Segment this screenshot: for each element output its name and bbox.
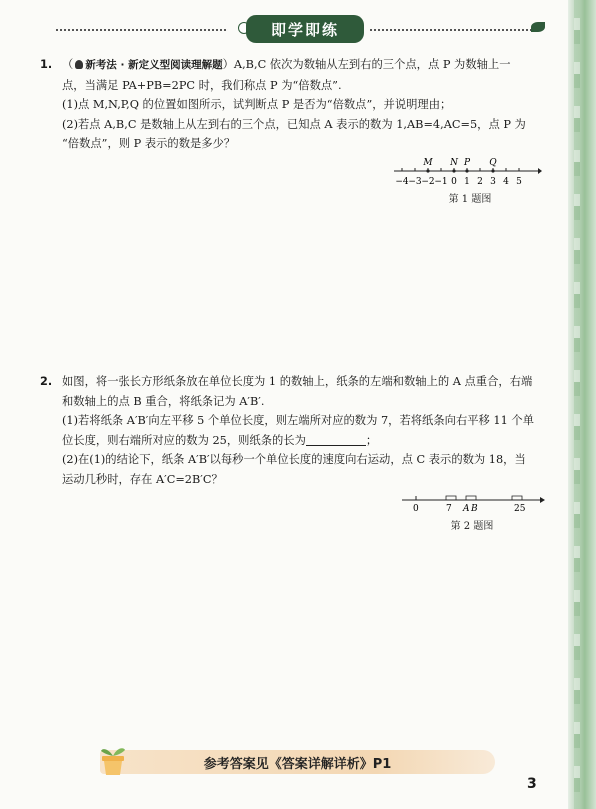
figure-2-caption: 第 2 题图 [450,521,494,532]
decorative-side-strip [568,0,596,809]
number-line-figure-2 [400,490,546,518]
problem-part-2: (2)在(1)的结论下，纸条 A′B′以每秒一个单位长度的速度向右运动，点 C 表示的数为 18，当 [62,453,526,466]
number-line-figure-1 [392,156,542,192]
tick-label: 4 [503,177,509,187]
point-marker [426,169,429,172]
tick-label: 5 [516,177,522,187]
point-label: M [423,158,433,168]
problem-part-2-cont: “倍数点”，则 P 表示的数是多少？ [62,137,236,150]
answer-blank [306,435,366,446]
problem-part-1: (1)点 M,N,P,Q 的位置如图所示，试判断点 P 是否为“倍数点”，并说明理由； [62,98,452,111]
problem-2 [40,372,550,489]
point-label: B [471,504,478,514]
point-marker [465,169,468,172]
tick-label: 1 [464,177,470,187]
problem-number: 1. [40,58,53,71]
point-label: P [463,158,471,168]
section-title: 即学即练 [246,15,364,43]
page-number: 3 [527,776,537,792]
problem-text: 和数轴上的点 B 重合，将纸条记为 A′B′. [62,394,265,408]
tick-label: 3 [490,177,496,187]
problem-text: ）A,B,C 依次为数轴从左到右的三个点，点 P 为数轴上一 [222,58,511,71]
problem-part-1: (1)若将纸条 A′B′向左平移 5 个单位长度，则左端所对应的数为 7，若将纸条向右平移 11 个单 [62,414,534,427]
tick-label: −2 [421,177,435,187]
point-label: Q [489,158,497,168]
leaf-icon [531,22,545,32]
tick-label: −3 [408,177,422,187]
punctuation: ； [365,433,378,447]
point-marker [452,169,455,172]
problem-part-2: (2)若点 A,B,C 是数轴上从左到右的三个点，已知点 A 表示的数为 1,AB=4,AC=5，点 P 为 [62,117,526,131]
tick-label: −4 [395,177,409,187]
tick-label: 25 [514,504,526,514]
figure-1-caption: 第 1 题图 [448,194,492,205]
point-marker [491,169,494,172]
tick-label: 7 [446,504,452,514]
problem-text: 点，当满足 PA+PB=2PC 时，我们称点 P 为“倍数点”. [62,78,342,92]
answer-reference-text: 参考答案见《答案详解详析》P1 [203,757,392,772]
plant-pot-icon [98,742,128,776]
point-label: A [463,504,470,514]
tick-label: 2 [477,177,483,187]
problem-tag: 新考法 · 新定义型阅读理解题 [85,59,223,71]
answer-reference-banner [100,750,495,774]
problem-part-2-cont: 运动几秒时，存在 A′C=2B′C？ [62,472,223,486]
problem-number: 2. [40,375,53,388]
tick-label: −1 [434,177,448,187]
problem-text: 如图，将一张长方形纸条放在单位长度为 1 的数轴上，纸条的左端和数轴上的 A 点重合，右端 [62,375,533,388]
tick-label: 0 [451,177,457,187]
header-divider-left [56,29,226,31]
tick-label: 0 [413,504,419,514]
problem-1: 1. （ 新考法 · 新定义型阅读理解题）A,B,C 依次为数轴从左到右的三个点，点 P 为数轴上一 点，当满足 PA+PB=2PC 时，我们称点 P 为“倍数点”. (1)点 M,N,P,Q 的位置如图所示，试判断点 P 是否为“倍数点”，并说明理由； (2)若点 A,B,C 是数轴上从左到右的三个点，已知点 A 表示的数为 1,AB=4,AC=5，点 P 为 “倍数点”，则 P 表示的数是多少？ [40,55,550,154]
header-divider-right [370,29,540,31]
point-label: N [450,158,458,168]
problem-part-1-cont: 位长度，则右端所对应的数为 25，则纸条的长为 [62,433,306,447]
lightbulb-icon [75,60,83,69]
